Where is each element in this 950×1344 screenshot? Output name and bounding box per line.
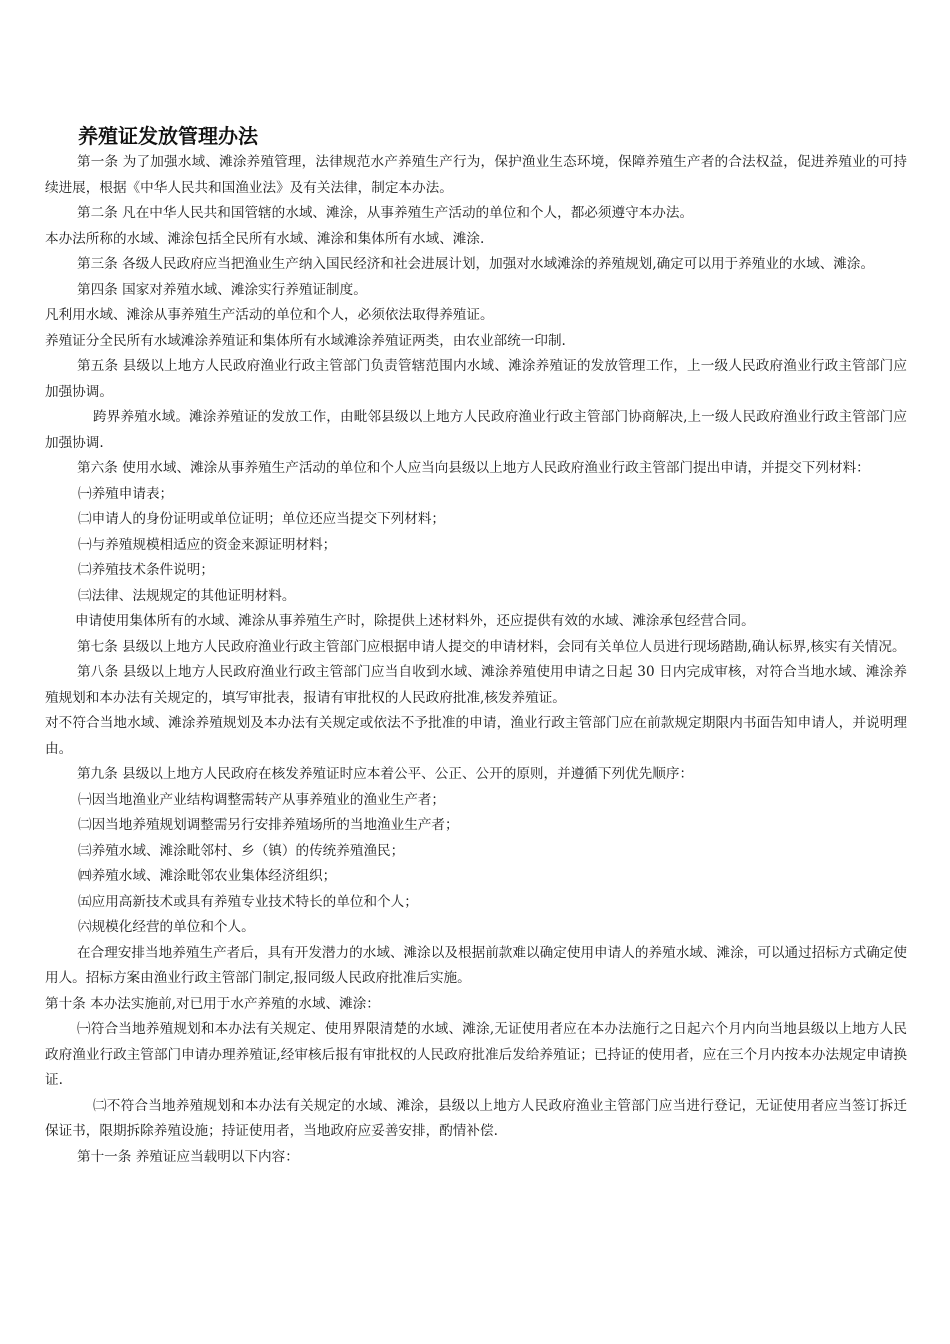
article-6: 第六条 使用水域、滩涂从事养殖生产活动的单位和个人应当向县级以上地方人民政府渔业行政主管部门提出申请，并提交下列材料： <box>77 460 870 476</box>
list-item: ㈡申请人的身份证明或单位证明；单位还应当提交下列材料； <box>78 511 446 527</box>
article-1: 第一条 为了加强水域、滩涂养殖管理，法律规范水产养殖生产行为，保护渔业生态环境，保障养殖生产者的合法权益，促进养殖业的可持续进展，根据《中华人民共和国渔业法》及有关法律，制定本办法。 <box>45 154 907 196</box>
list-item: ㈢养殖水域、滩涂毗邻村、乡（镇）的传统养殖渔民； <box>78 842 405 859</box>
article-2-clause: 本办法所称的水域、滩涂包括全民所有水域、滩涂和集体所有水域、滩涂. <box>45 230 485 247</box>
article-5: 第五条 县级以上地方人民政府渔业行政主管部门负责管辖范围内水域、滩涂养殖证的发放管理工作，上一级人民政府渔业行政主管部门应加强协调。 <box>45 358 907 400</box>
article-3: 第三条 各级人民政府应当把渔业生产纳入国民经济和社会进展计划，加强对水域滩涂的养殖规划,确定可以用于养殖业的水域、滩涂。 <box>77 256 875 272</box>
list-item: ㈣养殖水域、滩涂毗邻农业集体经济组织； <box>78 868 337 884</box>
list-item: ㈢法律、法规规定的其他证明材料。 <box>78 587 296 604</box>
article-7: 第七条 县级以上地方人民政府渔业行政主管部门应根据申请人提交的申请材料，会同有关单位人员进行现场踏勘,确认标界,核实有关情况。 <box>77 638 906 655</box>
article-4-clause-2: 养殖证分全民所有水域滩涂养殖证和集体所有水域滩涂养殖证两类，由农业部统一印制. <box>45 332 566 349</box>
article-8-clause: 对不符合当地水域、滩涂养殖规划及本办法有关规定或依法不予批准的申请，渔业行政主管部门应在前款规定期限内书面告知申请人，并说明理由。 <box>45 715 907 757</box>
list-item: ㈤应用高新技术或具有养殖专业技术特长的单位和个人； <box>78 893 418 910</box>
article-5-clause: 跨界养殖水域。滩涂养殖证的发放工作，由毗邻县级以上地方人民政府渔业行政主管部门协商解决,上一级人民政府渔业行政主管部门应加强协调. <box>45 409 907 451</box>
article-10-item-2: ㈡不符合当地养殖规划和本办法有关规定的水域、滩涂，县级以上地方人民政府渔业主管部门应当进行登记，无证使用者应当签订拆迁保证书，限期拆除养殖设施；持证使用者，当地政府应妥善安排，酌情补偿. <box>45 1097 907 1139</box>
article-10-item-1: ㈠符合当地养殖规划和本办法有关规定、使用界限清楚的水域、滩涂,无证使用者应在本办法施行之日起六个月内向当地县级以上地方人民政府渔业行政主管部门申请办理养殖证,经审核后报有审批权的人民政府批准后发给养殖证；已持证的使用者，应在三个月内按本办法规定申请换证. <box>45 1021 907 1088</box>
article-11: 第十一条 养殖证应当载明以下内容： <box>77 1148 299 1165</box>
article-9: 第九条 县级以上地方人民政府在核发养殖证时应本着公平、公正、公开的原则，并遵循下列优先顺序： <box>77 766 694 782</box>
document-title: 养殖证发放管理办法 <box>78 124 258 148</box>
article-10: 第十条 本办法实施前,对已用于水产养殖的水域、滩涂： <box>45 995 380 1012</box>
list-item: ㈡养殖技术条件说明； <box>78 562 214 578</box>
article-9-clause: 在合理安排当地养殖生产者后，具有开发潜力的水域、滩涂以及根据前款难以确定使用申请人的养殖水域、滩涂，可以通过招标方式确定使用人。招标方案由渔业行政主管部门制定,报同级人民政府批准后实施。 <box>45 944 907 986</box>
list-item: ㈠与养殖规模相适应的资金来源证明材料； <box>78 536 337 553</box>
list-item: ㈠养殖申请表； <box>78 485 174 502</box>
article-2: 第二条 凡在中华人民共和国管辖的水域、滩涂，从事养殖生产活动的单位和个人，都必须遵守本办法。 <box>77 205 694 221</box>
list-item: ㈠因当地渔业产业结构调整需转产从事养殖业的渔业生产者； <box>78 791 446 808</box>
list-item: ㈡因当地养殖规划调整需另行安排养殖场所的当地渔业生产者； <box>78 817 459 833</box>
list-item: ㈥规模化经营的单位和个人。 <box>78 919 255 935</box>
article-4-clause-1: 凡利用水域、滩涂从事养殖生产活动的单位和个人，必须依法取得养殖证。 <box>45 307 494 323</box>
article-6-clause: 申请使用集体所有的水域、滩涂从事养殖生产时，除提供上述材料外，还应提供有效的水域、滩涂承包经营合同。 <box>75 613 755 629</box>
article-8: 第八条 县级以上地方人民政府渔业行政主管部门应当自收到水域、滩涂养殖使用申请之日起 30 日内完成审核，对符合当地水域、滩涂养殖规划和本办法有关规定的，填写审批表，报请有审批权的人民政府批准,核发养殖证。 <box>45 664 907 706</box>
article-4: 第四条 国家对养殖水域、滩涂实行养殖证制度。 <box>77 281 367 298</box>
document-body <box>45 150 907 1170</box>
